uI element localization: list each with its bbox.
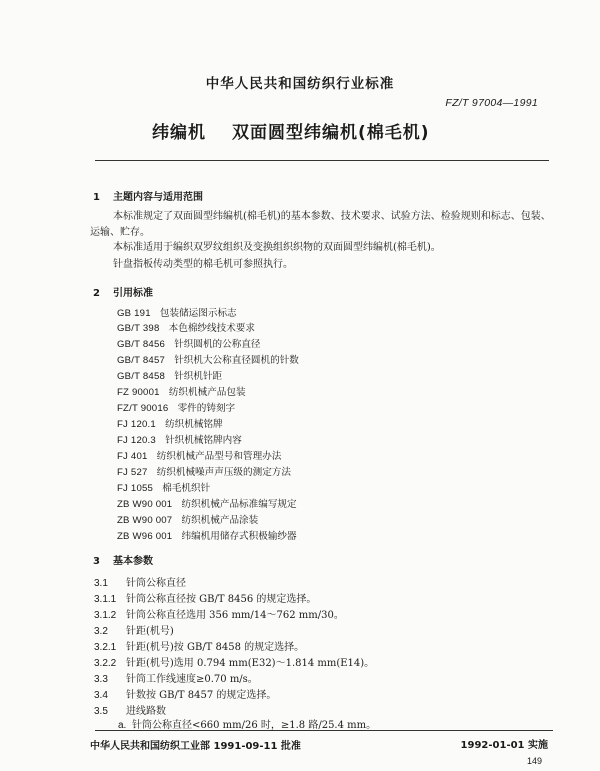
clause-item (94, 622, 174, 637)
clause-number: 3.2 (94, 626, 108, 637)
document-title-sub: 双面圆型纬编机(棉毛机) (232, 123, 430, 143)
section-2-heading (93, 284, 153, 299)
clause-item (94, 670, 258, 685)
reference-code: ZB W90 007 (117, 515, 173, 526)
clause-text: 针筒工作线速度≥0.70 m/s。 (126, 674, 258, 685)
clause-item (94, 574, 186, 589)
document-title-main: 纬编机 (152, 123, 206, 143)
clause-text: 针筒公称直径<660 mm/26 时，≥1.8 路/25.4 mm。 (132, 720, 377, 731)
clause-number: 3.3 (94, 674, 108, 685)
reference-name: 棉毛机织针 (162, 483, 211, 494)
reference-name: 纺织机械产品包装 (168, 387, 246, 398)
reference-item (117, 448, 281, 462)
section-3-heading (93, 552, 153, 567)
reference-code: FZ/T 90016 (117, 403, 169, 414)
reference-code: GB/T 8456 (117, 339, 166, 350)
clause-text: 针筒公称直径按 GB/T 8456 的规定选择。 (126, 594, 317, 605)
section-1-paragraph-1a: 本标准规定了双面圆型纬编机(棉毛机)的基本参数、技术要求、试验方法、检验规则和标志、包装、 (113, 211, 551, 222)
clause-number: 3.1.2 (94, 610, 117, 621)
reference-item (117, 464, 291, 478)
section-1-paragraph-2: 本标准适用于编织双罗纹组织及变换组织织物的双面圆型纬编机(棉毛机)。 (113, 242, 441, 253)
reference-code: FJ 1055 (117, 483, 154, 494)
reference-name: 纺织机械噪声声压级的测定方法 (156, 467, 291, 478)
clause-item (94, 702, 166, 717)
reference-name: 纺织机械产品涂装 (181, 515, 259, 526)
footer-divider (95, 730, 553, 731)
reference-item (117, 368, 222, 382)
reference-item (117, 352, 299, 366)
reference-name: 纺织机械产品标准编写规定 (181, 499, 297, 510)
section-number: 2 (93, 288, 100, 299)
standard-code: FZ/T 97004—1991 (445, 97, 538, 109)
reference-name: 本色棉纱线技术要求 (168, 323, 255, 334)
reference-code: FJ 120.1 (117, 419, 156, 430)
clause-number: 3.4 (94, 690, 108, 701)
reference-code: FJ 401 (117, 451, 148, 462)
clause-number: 3.1.1 (94, 594, 117, 605)
reference-name: 零件的铸刻字 (177, 403, 236, 414)
reference-item (117, 305, 237, 319)
clause-number: 3.1 (94, 578, 108, 589)
clause-text: 针距(机号)按 GB/T 8458 的规定选择。 (126, 642, 305, 653)
clause-item (118, 716, 376, 731)
reference-code: GB/T 398 (117, 323, 160, 334)
reference-item (117, 336, 261, 350)
reference-item (117, 416, 223, 430)
clause-text: 进线路数 (126, 706, 166, 717)
reference-code: GB/T 8457 (117, 355, 166, 366)
header-divider (95, 160, 549, 161)
reference-name: 包装储运图示标志 (159, 308, 237, 319)
reference-code: ZB W96 001 (117, 531, 173, 542)
reference-item (117, 496, 297, 510)
clause-item (94, 654, 374, 669)
reference-code: FJ 527 (117, 467, 148, 478)
clause-item (94, 686, 276, 701)
standard-header-title: 中华人民共和国纺织行业标准 (205, 76, 395, 92)
clause-item (94, 590, 316, 605)
reference-code: GB/T 8458 (117, 371, 166, 382)
clause-text: 针筒公称直径 (126, 578, 186, 589)
reference-name: 纺织机械产品型号和管理办法 (156, 451, 282, 462)
reference-item (117, 528, 297, 542)
section-title: 引用标准 (113, 288, 153, 299)
reference-name: 针织机大公称直径圆机的针数 (174, 355, 299, 366)
reference-name: 针织圆机的公称直径 (174, 339, 261, 350)
section-title: 主题内容与适用范围 (113, 192, 203, 203)
section-1-paragraph-1b: 运输、贮存。 (90, 227, 150, 238)
clause-number: a. (118, 720, 127, 731)
section-1-heading (93, 188, 203, 203)
reference-item (117, 320, 255, 334)
reference-code: GB 191 (117, 308, 151, 319)
section-title: 基本参数 (113, 556, 153, 567)
reference-code: FJ 120.3 (117, 435, 156, 446)
clause-text: 针距(机号)选用 0.794 mm(E32)～1.814 mm(E14)。 (126, 658, 375, 669)
reference-name: 纬编机用储存式积极输纱器 (181, 531, 297, 542)
reference-name: 针织机械铭牌内容 (165, 435, 242, 446)
section-1-paragraph-3: 针盘指板传动类型的棉毛机可参照执行。 (113, 259, 293, 270)
reference-name: 针织机针距 (174, 371, 223, 382)
reference-code: FZ 90001 (117, 387, 160, 398)
document-title (152, 118, 430, 143)
approval-line: 中华人民共和国纺织工业部 1991-09-11 批准 (90, 741, 301, 752)
reference-item (117, 512, 258, 526)
clause-item (94, 638, 304, 653)
clause-number: 3.5 (94, 706, 108, 717)
reference-item (117, 384, 246, 398)
clause-number: 3.2.2 (94, 658, 117, 669)
page-number: 149 (526, 756, 542, 766)
reference-item (117, 480, 210, 494)
clause-item (94, 606, 344, 621)
reference-code: ZB W90 001 (117, 499, 173, 510)
section-number: 3 (93, 556, 100, 567)
effective-date: 1992-01-01 实施 (460, 740, 548, 751)
reference-name: 纺织机械铭牌 (165, 419, 223, 430)
clause-number: 3.2.1 (94, 642, 117, 653)
reference-item (117, 432, 242, 446)
reference-item (117, 400, 235, 414)
clause-text: 针筒公称直径选用 356 mm/14～762 mm/30。 (126, 610, 344, 621)
clause-text: 针距(机号) (126, 626, 174, 637)
clause-text: 针数按 GB/T 8457 的规定选择。 (126, 690, 277, 701)
section-number: 1 (93, 192, 100, 203)
